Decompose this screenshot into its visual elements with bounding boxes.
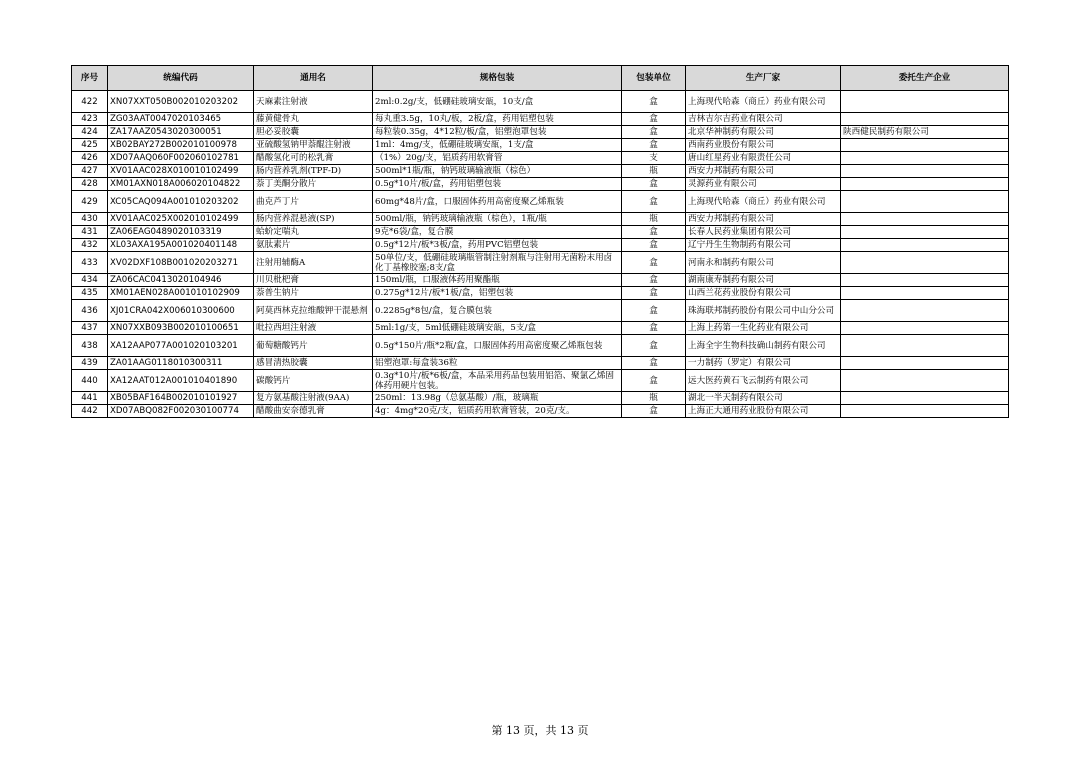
cell-spec: 250ml：13.98g（总氨基酸）/瓶，玻璃瓶 — [373, 392, 622, 405]
cell-seq: 422 — [72, 91, 108, 113]
cell-unit: 盒 — [622, 139, 686, 152]
cell-name: 感冒清热胶囊 — [254, 357, 373, 370]
cell-name: 肠内营养乳剂(TPF-D) — [254, 165, 373, 178]
cell-maker: 湖北一半天制药有限公司 — [686, 392, 841, 405]
cell-spec: 每丸重3.5g，10丸/板，2板/盒，药用铝塑包装 — [373, 113, 622, 126]
cell-maker: 唐山红星药业有限责任公司 — [686, 152, 841, 165]
cell-seq: 425 — [72, 139, 108, 152]
cell-seq: 423 — [72, 113, 108, 126]
cell-entrusted — [841, 139, 1009, 152]
cell-maker: 上海现代哈森（商丘）药业有限公司 — [686, 191, 841, 213]
cell-code: ZG03AAT0047020103465 — [108, 113, 254, 126]
header-unit: 包装单位 — [622, 66, 686, 91]
cell-entrusted — [841, 322, 1009, 335]
cell-code: ZA06EAG0489020103319 — [108, 226, 254, 239]
cell-name: 曲克芦丁片 — [254, 191, 373, 213]
cell-maker: 西安力邦制药有限公司 — [686, 165, 841, 178]
cell-code: XV01AAC025X002010102499 — [108, 213, 254, 226]
cell-maker: 辽宁丹生生物制药有限公司 — [686, 239, 841, 252]
cell-unit: 瓶 — [622, 392, 686, 405]
cell-code: XA12AAP077A001020103201 — [108, 335, 254, 357]
cell-name: 氨肽素片 — [254, 239, 373, 252]
cell-entrusted — [841, 357, 1009, 370]
table-row — [72, 322, 1009, 335]
cell-seq: 433 — [72, 252, 108, 274]
cell-spec: 0.5g*150片/瓶*2瓶/盒，口服固体药用高密度聚乙烯瓶包装 — [373, 335, 622, 357]
header-maker: 生产厂家 — [686, 66, 841, 91]
cell-code: ZA17AAZ0543020300051 — [108, 126, 254, 139]
cell-name: 萘丁美酮分散片 — [254, 178, 373, 191]
cell-code: XB05BAF164B002010101927 — [108, 392, 254, 405]
cell-unit: 盒 — [622, 335, 686, 357]
cell-name: 藤黄健骨丸 — [254, 113, 373, 126]
table-row — [72, 165, 1009, 178]
cell-entrusted: 陕西健民制药有限公司 — [841, 126, 1009, 139]
cell-seq: 441 — [72, 392, 108, 405]
cell-name: 胆必妥胶囊 — [254, 126, 373, 139]
cell-entrusted — [841, 392, 1009, 405]
table-header-row — [72, 66, 1009, 91]
cell-spec: 0.5g*12片/板*3板/盒，药用PVC铝塑包装 — [373, 239, 622, 252]
cell-maker: 河南永和制药有限公司 — [686, 252, 841, 274]
cell-maker: 北京华神制药有限公司 — [686, 126, 841, 139]
cell-seq: 435 — [72, 287, 108, 300]
cell-code: XM01AXN018A006020104822 — [108, 178, 254, 191]
table-row — [72, 152, 1009, 165]
cell-spec: 1ml：4mg/支，低硼硅玻璃安瓿，1支/盒 — [373, 139, 622, 152]
cell-code: XB02BAY272B002010100978 — [108, 139, 254, 152]
cell-seq: 429 — [72, 191, 108, 213]
cell-entrusted — [841, 300, 1009, 322]
table-row — [72, 274, 1009, 287]
cell-seq: 438 — [72, 335, 108, 357]
cell-entrusted — [841, 113, 1009, 126]
cell-seq: 424 — [72, 126, 108, 139]
cell-code: XM01AEN028A001010102909 — [108, 287, 254, 300]
table-row — [72, 370, 1009, 392]
cell-seq: 442 — [72, 405, 108, 418]
cell-maker: 长春人民药业集团有限公司 — [686, 226, 841, 239]
cell-code: ZA06CAC0413020104946 — [108, 274, 254, 287]
cell-maker: 吉林吉尔吉药业有限公司 — [686, 113, 841, 126]
cell-entrusted — [841, 274, 1009, 287]
cell-spec: 4g：4mg*20克/支，铝质药用软膏管装，20克/支。 — [373, 405, 622, 418]
cell-code: XN07XXB093B002010100651 — [108, 322, 254, 335]
table-row — [72, 126, 1009, 139]
cell-unit: 盒 — [622, 252, 686, 274]
cell-spec: 0.2285g*8包/盒，复合膜包装 — [373, 300, 622, 322]
cell-spec: （1%）20g/支，铝质药用软膏管 — [373, 152, 622, 165]
cell-seq: 431 — [72, 226, 108, 239]
cell-spec: 5ml:1g/支，5ml低硼硅玻璃安瓿，5支/盒 — [373, 322, 622, 335]
cell-unit: 瓶 — [622, 165, 686, 178]
cell-maker: 湖南康寿制药有限公司 — [686, 274, 841, 287]
table-row — [72, 178, 1009, 191]
cell-unit: 支 — [622, 152, 686, 165]
cell-code: XC05CAQ094A001010203202 — [108, 191, 254, 213]
cell-maker: 上海正大通用药业股份有限公司 — [686, 405, 841, 418]
cell-name: 醋酸曲安奈德乳膏 — [254, 405, 373, 418]
cell-unit: 盒 — [622, 191, 686, 213]
cell-seq: 426 — [72, 152, 108, 165]
cell-unit: 盒 — [622, 322, 686, 335]
cell-name: 碳酸钙片 — [254, 370, 373, 392]
cell-unit: 盒 — [622, 239, 686, 252]
table-row — [72, 191, 1009, 213]
cell-spec: 每粒装0.35g，4*12粒/板/盒，铝塑泡罩包装 — [373, 126, 622, 139]
cell-name: 蛤蚧定喘丸 — [254, 226, 373, 239]
cell-name: 川贝枇杷膏 — [254, 274, 373, 287]
header-code: 统编代码 — [108, 66, 254, 91]
cell-seq: 440 — [72, 370, 108, 392]
cell-entrusted — [841, 165, 1009, 178]
cell-name: 吡拉西坦注射液 — [254, 322, 373, 335]
table-row — [72, 405, 1009, 418]
cell-maker: 上海全宇生物科技确山制药有限公司 — [686, 335, 841, 357]
cell-code: XN07XXT050B002010203202 — [108, 91, 254, 113]
cell-name: 天麻素注射液 — [254, 91, 373, 113]
cell-spec: 铝塑泡罩:每盒装36粒 — [373, 357, 622, 370]
cell-entrusted — [841, 213, 1009, 226]
cell-maker: 远大医药黄石飞云制药有限公司 — [686, 370, 841, 392]
table-row — [72, 226, 1009, 239]
cell-unit: 盒 — [622, 226, 686, 239]
table-row — [72, 392, 1009, 405]
cell-entrusted — [841, 370, 1009, 392]
cell-entrusted — [841, 226, 1009, 239]
cell-name: 复方氨基酸注射液(9AA) — [254, 392, 373, 405]
cell-unit: 瓶 — [622, 213, 686, 226]
cell-code: XV01AAC028X010010102499 — [108, 165, 254, 178]
cell-unit: 盒 — [622, 113, 686, 126]
cell-code: XL03AXA195A001020401148 — [108, 239, 254, 252]
cell-unit: 盒 — [622, 287, 686, 300]
cell-spec: 500ml/瓶，钠钙玻璃输液瓶（棕色），1瓶/瓶 — [373, 213, 622, 226]
cell-code: XD07AAQ060F002060102781 — [108, 152, 254, 165]
table-row — [72, 91, 1009, 113]
page-footer: 第 13 页，共 13 页 — [491, 724, 589, 737]
cell-entrusted — [841, 191, 1009, 213]
cell-entrusted — [841, 405, 1009, 418]
table-row — [72, 239, 1009, 252]
table-row — [72, 252, 1009, 274]
cell-entrusted — [841, 239, 1009, 252]
header-spec: 规格包装 — [373, 66, 622, 91]
cell-maker: 西南药业股份有限公司 — [686, 139, 841, 152]
cell-name: 醋酸氢化可的松乳膏 — [254, 152, 373, 165]
cell-spec: 150ml/瓶，口服液体药用聚酯瓶 — [373, 274, 622, 287]
cell-seq: 436 — [72, 300, 108, 322]
cell-spec: 0.3g*10片/板*6板/盒，本品采用药品包装用铝箔、聚氯乙烯固体药用硬片包装。 — [373, 370, 622, 392]
cell-name: 肠内营养混悬液(SP) — [254, 213, 373, 226]
cell-code: ZA01AAG0118010300311 — [108, 357, 254, 370]
drug-list-sheet — [71, 65, 1008, 418]
cell-spec: 0.5g*10片/板/盒，药用铝塑包装 — [373, 178, 622, 191]
cell-unit: 盒 — [622, 126, 686, 139]
cell-maker: 珠海联邦制药股份有限公司中山分公司 — [686, 300, 841, 322]
cell-maker: 上海现代哈森（商丘）药业有限公司 — [686, 91, 841, 113]
cell-seq: 427 — [72, 165, 108, 178]
cell-maker: 一力制药（罗定）有限公司 — [686, 357, 841, 370]
cell-unit: 盒 — [622, 357, 686, 370]
cell-code: XA12AAT012A001010401890 — [108, 370, 254, 392]
table-row — [72, 287, 1009, 300]
drug-table — [71, 65, 1009, 418]
cell-spec: 2ml:0.2g/支，低硼硅玻璃安瓿，10支/盒 — [373, 91, 622, 113]
cell-seq: 430 — [72, 213, 108, 226]
cell-unit: 盒 — [622, 178, 686, 191]
table-row — [72, 113, 1009, 126]
cell-name: 亚硫酸氢钠甲萘醌注射液 — [254, 139, 373, 152]
cell-entrusted — [841, 252, 1009, 274]
cell-seq: 437 — [72, 322, 108, 335]
cell-spec: 50单位/支，低硼硅玻璃瓶管制注射剂瓶与注射用无菌粉末用卤化丁基橡胶塞;8支/盒 — [373, 252, 622, 274]
cell-spec: 60mg*48片/盒，口服固体药用高密度聚乙烯瓶装 — [373, 191, 622, 213]
cell-maker: 山西兰花药业股份有限公司 — [686, 287, 841, 300]
header-seq: 序号 — [72, 66, 108, 91]
cell-entrusted — [841, 178, 1009, 191]
header-name: 通用名 — [254, 66, 373, 91]
cell-name: 注射用辅酶A — [254, 252, 373, 274]
table-row — [72, 139, 1009, 152]
cell-unit: 盒 — [622, 370, 686, 392]
cell-code: XD07ABQ082F002030100774 — [108, 405, 254, 418]
cell-entrusted — [841, 152, 1009, 165]
table-body — [72, 91, 1009, 418]
cell-entrusted — [841, 287, 1009, 300]
table-row — [72, 335, 1009, 357]
cell-maker: 灵源药业有限公司 — [686, 178, 841, 191]
cell-spec: 9克*6袋/盒，复合膜 — [373, 226, 622, 239]
cell-spec: 0.275g*12片/板*1板/盒，铝塑包装 — [373, 287, 622, 300]
cell-seq: 428 — [72, 178, 108, 191]
cell-code: XJ01CRA042X006010300600 — [108, 300, 254, 322]
header-entrusted: 委托生产企业 — [841, 66, 1009, 91]
table-row — [72, 213, 1009, 226]
cell-entrusted — [841, 91, 1009, 113]
cell-spec: 500ml*1瓶/瓶，钠钙玻璃输液瓶（棕色） — [373, 165, 622, 178]
cell-unit: 盒 — [622, 300, 686, 322]
table-row — [72, 300, 1009, 322]
cell-name: 阿莫西林克拉维酸钾干混悬剂 — [254, 300, 373, 322]
table-row — [72, 357, 1009, 370]
cell-seq: 432 — [72, 239, 108, 252]
cell-seq: 439 — [72, 357, 108, 370]
cell-maker: 上海上药第一生化药业有限公司 — [686, 322, 841, 335]
cell-seq: 434 — [72, 274, 108, 287]
cell-maker: 西安力邦制药有限公司 — [686, 213, 841, 226]
cell-name: 萘普生钠片 — [254, 287, 373, 300]
cell-code: XV02DXF108B001020203271 — [108, 252, 254, 274]
cell-entrusted — [841, 335, 1009, 357]
cell-unit: 盒 — [622, 405, 686, 418]
cell-name: 葡萄糖酸钙片 — [254, 335, 373, 357]
cell-unit: 盒 — [622, 274, 686, 287]
cell-unit: 盒 — [622, 91, 686, 113]
